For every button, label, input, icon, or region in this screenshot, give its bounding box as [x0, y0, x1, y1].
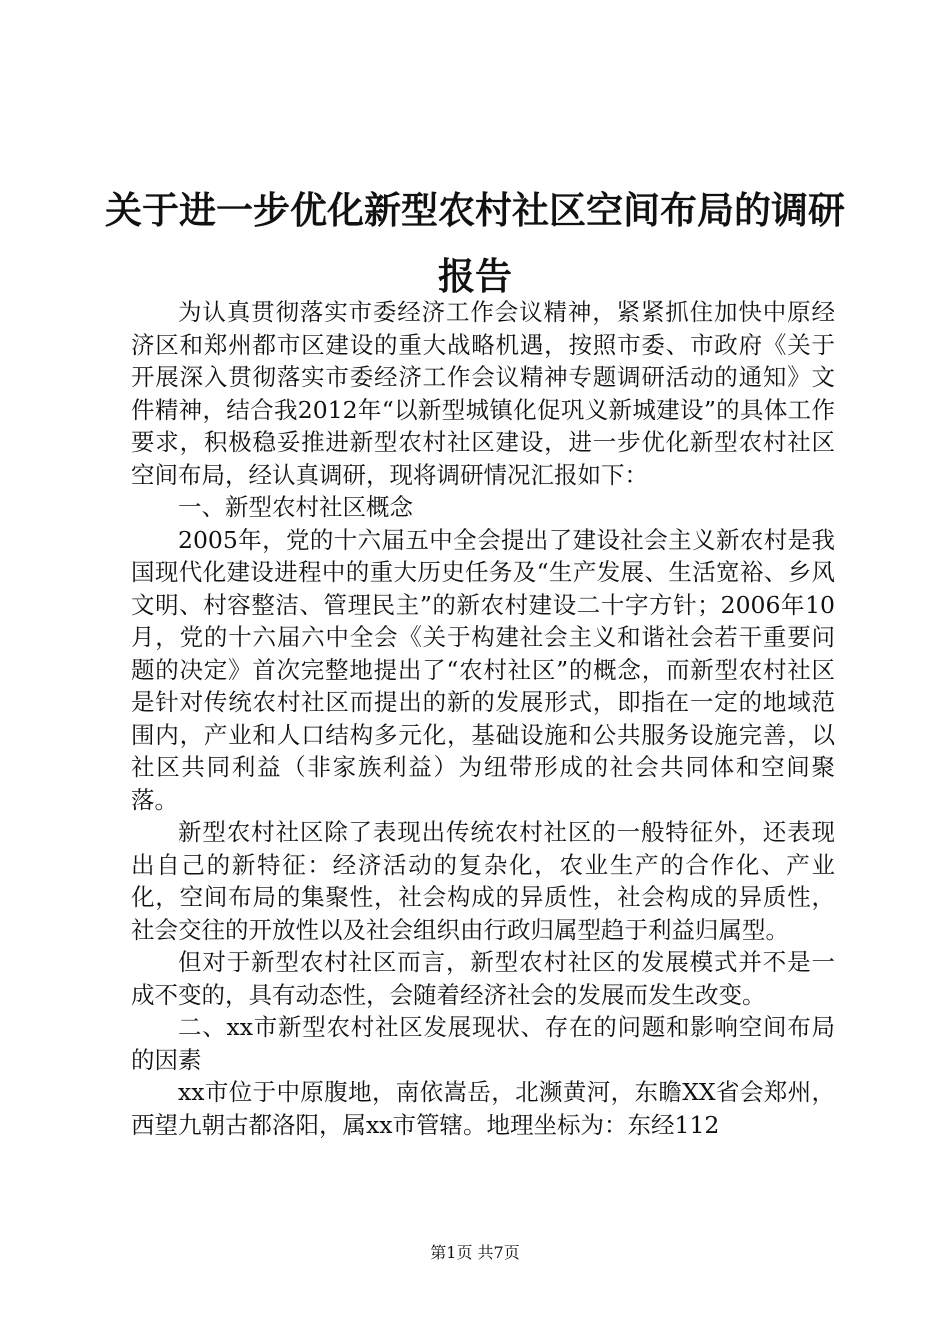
paragraph-location: xx市位于中原腹地，南依嵩岳，北濒黄河，东瞻XX省会郑州，西望九朝古都洛阳，属xx市管辖。地理坐标为：东经112	[131, 1078, 835, 1139]
document-title: 关于进一步优化新型农村社区空间布局的调研报告	[105, 189, 845, 298]
paragraph-features: 新型农村社区除了表现出传统农村社区的一般特征外，还表现出自己的新特征：经济活动的复杂化，农业生产的合作化、产业化，空间布局的集聚性，社会构成的异质性，社会构成的异质性，社会交往的开放性以及社会组织由行政归属型趋于利益归属型。	[131, 818, 835, 944]
section-heading-1: 一、新型农村社区概念	[178, 493, 413, 521]
paragraph-intro: 为认真贯彻落实市委经济工作会议精神，紧紧抓住加快中原经济区和郑州都市区建设的重大战略机遇，按照市委、市政府《关于开展深入贯彻落实市委经济工作会议精神专题调研活动的通知》文件精神，结合我2012年“以新型城镇化促巩义新城建设”的具体工作要求，积极稳妥推进新型农村社区建设，进一步优化新型农村社区空间布局，经认真调研，现将调研情况汇报如下：	[131, 298, 835, 489]
paragraph-dynamic: 但对于新型农村社区而言，新型农村社区的发展模式并不是一成不变的，具有动态性，会随着经济社会的发展而发生改变。	[131, 948, 835, 1009]
section-heading-2: 二、xx市新型农村社区发展现状、存在的问题和影响空间布局的因素	[131, 1013, 835, 1074]
page-footer: 第1页 共7页	[430, 1243, 520, 1262]
document-body	[131, 296, 835, 1141]
paragraph-concept: 2005年，党的十六届五中全会提出了建设社会主义新农村是我国现代化建设进程中的重大历史任务及“生产发展、生活宽裕、乡风文明、村容整洁、管理民主”的新农村建设二十字方针；2006年10月，党的十六届六中全会《关于构建社会主义和谐社会若干重要问题的决定》首次完整地提出了“农村社区”的概念，而新型农村社区是针对传统农村社区而提出的新的发展形式，即指在一定的地域范围内，产业和人口结构多元化，基础设施和公共服务设施完善，以社区共同利益（非家族利益）为纽带形成的社会共同体和空间聚落。	[131, 525, 835, 814]
